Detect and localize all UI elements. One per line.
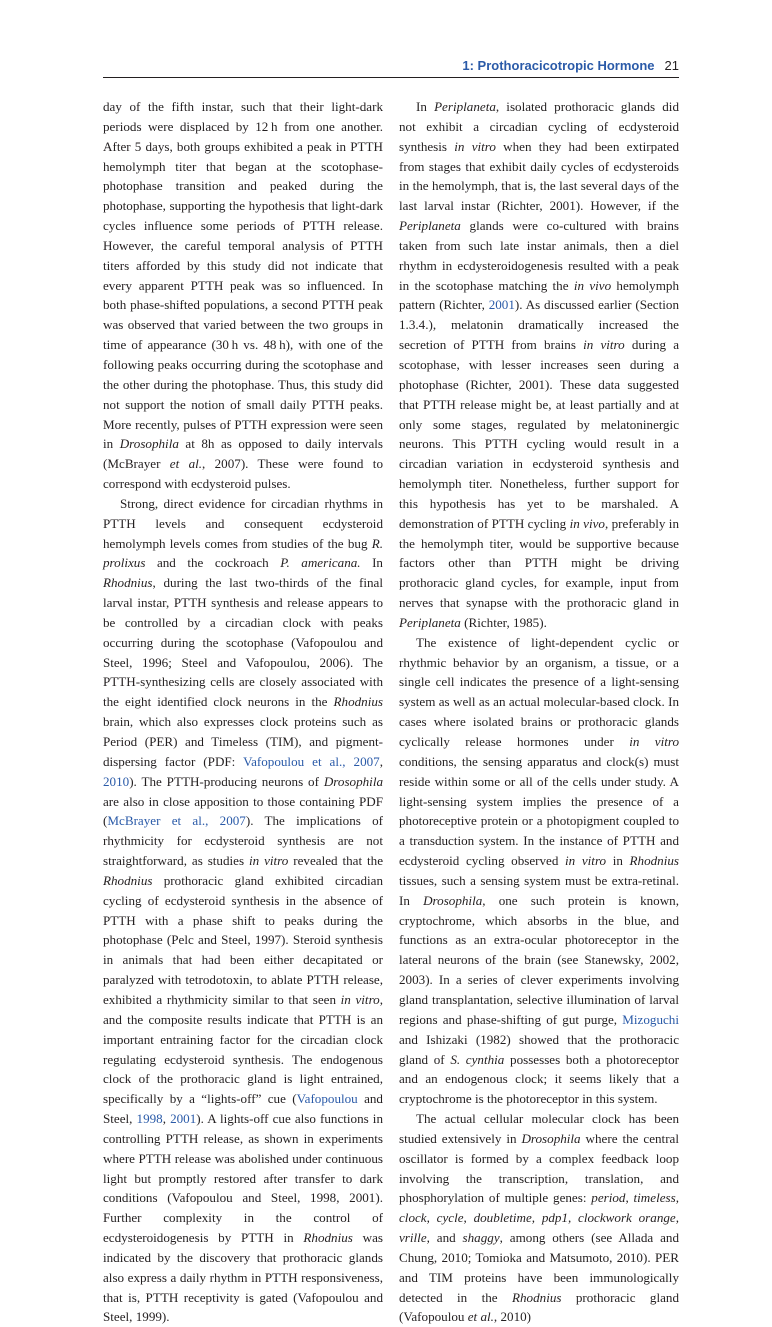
text-run: ). The PTTH-producing neurons of xyxy=(129,773,324,789)
italic-run: shaggy xyxy=(462,1230,500,1246)
text-run: at 8h as opposed to daily intervals (McBrayer xyxy=(103,436,383,472)
text-run: , preferably in the hemolymph titer, would be supportive because factors other than PTTH might be driving prothoracic gland cycles, for example, input from nerves that synapse with the prothoracic gland in xyxy=(399,515,679,611)
italic-run: et al. xyxy=(169,456,203,472)
chapter-title: 1: Prothoracicotropic Hormone xyxy=(462,58,655,73)
text-run: glands were co-cultured with brains taken from such late instar animals, then a diel rhythm in ecdysteroidogenesis resulted with a peak in the scotophase matching the xyxy=(399,218,679,293)
text-run: , 2010) xyxy=(493,1309,532,1325)
text-run: ). As discussed earlier (Section 1.3.4.), melatonin dramatically increased the secretion of PTTH from brains xyxy=(399,297,679,353)
italic-run: R. prolixus xyxy=(103,535,383,571)
italic-run: Drosophila xyxy=(423,892,483,908)
italic-run: in vitro xyxy=(248,853,289,869)
italic-run: et al. xyxy=(467,1309,494,1325)
citation-link[interactable]: 1998 xyxy=(136,1111,163,1127)
citation-link[interactable]: Vafopoulou et al., 2007 xyxy=(243,753,380,769)
text-run: during a scotophase, with lesser increases seen during a photophase (Richter, 2001). These data suggested that PTTH release might be, at least partially and at only some stages, regulated by melatoninergic neurons. This PTTH cycling would result in a circadian variation in ecdysteroid synthesis and hemolymph titer. Nonetheless, further support for this hypothesis has yet to be marshaled. A demonstration of PTTH cycling xyxy=(399,337,680,531)
text-run: possesses both a photoreceptor and an endogenous clock; it seems likely that a cryptochrome is the photoreceptor in this system. xyxy=(399,1051,680,1107)
citation-link[interactable]: 2010 xyxy=(103,773,130,789)
text-run: tissues, such a sensing system must be extra-retinal. In xyxy=(399,872,679,908)
text-run: was indicated by the discovery that prothoracic glands also express a daily rhythm in PTTH responsiveness, that is, PTTH receptivity is gated (Vafopoulou and Steel, 1999). xyxy=(103,1230,383,1325)
italic-run: Rhodnius xyxy=(333,694,383,710)
text-run: The actual cellular molecular clock has been studied extensively in xyxy=(399,1111,679,1146)
italic-run: Drosophila xyxy=(119,436,179,452)
italic-run: in vitro xyxy=(629,734,680,749)
text-run: ). A lights-off cue also functions in controlling PTTH release, as shown in experiments where PTTH release was abolished under continuous light but promptly restored after transfer to dark conditions (Vafopoulou and Steel, 1998, 2001). Further complexity in the control of ecdysteroidogenesis by PTTH in xyxy=(103,1111,383,1246)
text-run: , during the last two-thirds of the final larval instar, PTTH synthesis and release appears to be controlled by a circadian clock with peaks occurring during the scotophase (Vafopoulou and Steel, 1996; Steel and Vafopoulou, 2006). The PTTH-synthesizing cells are closely associated with the eight identified clock neurons in the xyxy=(103,575,383,710)
italic-run: Periplaneta xyxy=(434,99,496,114)
paragraph xyxy=(103,494,383,1327)
paragraph xyxy=(399,633,679,1109)
italic-run: P. americana. xyxy=(280,555,361,571)
text-run: day of the fifth instar, such that their light-dark periods were displaced by 12 h from one another. After 5 days, both groups exhibited a peak in PTTH hemolymph titer that began at the scotophase-photophase transition and peaked during the photophase, supporting the hypothesis that light-dark cycles influence some periods of PTTH release. However, the careful temporal analysis of PTTH titers afforded by this study did not indicate that every apparent PTTH peak was so influenced. In both phase-shifted populations, a second PTTH peak was observed that varied between the two groups in time of appearance (30 h vs. 48 h), with one of the following peaks occurring during the scotophase and the other during the photophase. Thus, this study did not support the notion of small daily PTTH peaks. More recently, pulses of PTTH expression were seen in xyxy=(103,99,383,452)
citation-link[interactable]: 2001 xyxy=(488,297,515,313)
paragraph xyxy=(399,1109,679,1327)
left-column xyxy=(103,97,383,1327)
citation-link[interactable]: McBrayer et al., 2007 xyxy=(107,813,246,829)
text-run: when they had been extirpated from stages that exhibit daily cycles of ecdysteroids in the hemolymph, that is, the last several days of the last larval instar (Richter, 2001). However, if the xyxy=(399,138,680,214)
text-run: hemolymph pattern (Richter, xyxy=(399,277,679,313)
italic-run: period, timeless, clock, cycle, doubletime, pdp1, clockwork orange, vrille, xyxy=(399,1190,679,1246)
text-run: and Steel, xyxy=(103,1091,383,1127)
italic-run: Rhodnius xyxy=(303,1230,353,1246)
italic-run: Rhodnius xyxy=(512,1289,562,1305)
text-run: , isolated prothoracic glands did not exhibit a circadian cycling of ecdysteroid synthesis xyxy=(399,99,679,154)
italic-run: Rhodnius xyxy=(629,853,680,869)
text-run: In xyxy=(416,99,435,114)
italic-run: in vivo xyxy=(569,515,605,531)
text-run: , xyxy=(162,1111,171,1127)
text-run: are also in close apposition to those containing PDF ( xyxy=(103,793,383,829)
text-run: , one such protein is known, cryptochrome, which absorbs in the blue, and functions as an extra-ocular photoreceptor in the lateral neurons of the brain (see Stanewsky, 2002, 2003). In a series of clever experiments involving gland transplantation, selective illumination of larval regions and phase-shifting of gut purge, xyxy=(399,892,679,1027)
paragraph xyxy=(399,97,679,633)
text-run: revealed that the xyxy=(288,853,384,869)
text-run: in xyxy=(606,853,630,869)
text-run: and the cockroach xyxy=(145,555,281,571)
italic-run: in vitro xyxy=(340,991,380,1007)
text-run: brain, which also expresses clock proteins such as Period (PER) and Timeless (TIM), and pigment-dispersing factor (PDF: xyxy=(103,714,383,769)
italic-run: in vivo xyxy=(573,277,612,293)
text-run: and Ishizaki (1982) showed that the prothoracic gland of xyxy=(399,1031,679,1067)
text-run: Strong, direct evidence for circadian rhythms in PTTH levels and consequent ecdysteroid hemolymph levels comes from studies of the bug xyxy=(103,495,383,551)
italic-run: Periplaneta xyxy=(399,218,461,234)
text-run: (Richter, 1985). xyxy=(460,614,547,630)
italic-run: in vitro xyxy=(565,853,607,869)
text-run: conditions, the sensing apparatus and clock(s) must reside within some or all of the cells under study. A light-sensing system implies the presence of a photoreceptive protein or a photopigment coupled to a transduction system. In the instance of PTTH and ecdysteroid cycling observed xyxy=(399,753,679,869)
citation-link[interactable]: Mizoguchi xyxy=(622,1011,679,1027)
italic-run: Drosophila xyxy=(323,773,383,789)
italic-run: in vitro xyxy=(454,138,496,154)
text-run: The existence of light-dependent cyclic or rhythmic behavior by an organism, a tissue, or a single cell indicates the presence of a light-sensing system as well as an actual molecular-based clock. In cases where isolated brains or prothoracic glands cyclically release hormones under xyxy=(399,634,679,749)
text-run: prothoracic gland (Vafopoulou xyxy=(399,1289,679,1325)
right-column xyxy=(399,97,679,1327)
italic-run: Drosophila xyxy=(521,1130,581,1146)
citation-link[interactable]: 2001 xyxy=(170,1111,197,1127)
text-run: , xyxy=(379,753,383,769)
italic-run: Rhodnius xyxy=(103,872,153,888)
text-run: ). The implications of rhythmicity for ecdysteroid synthesis are not straightforward, as studies xyxy=(103,813,383,869)
text-run: , 2007). These were found to correspond with ecdysteroid pulses. xyxy=(103,456,383,492)
text-run: In xyxy=(360,555,383,571)
italic-run: Rhodnius xyxy=(103,575,153,591)
running-header xyxy=(0,58,679,74)
page-number: 21 xyxy=(664,58,679,73)
text-run: , and the composite results indicate that PTTH is an important entraining factor for the circadian clock regulating ecdysteroid synthesis. The endogenous clock of the prothoracic gland is light entrained, specifically by a “lights-off” cue ( xyxy=(103,991,384,1107)
header-rule xyxy=(103,77,679,78)
citation-link[interactable]: Vafopoulou xyxy=(296,1091,358,1107)
text-run: where the central oscillator is formed by a complex feedback loop involving the transcription, translation, and phosphorylation of multiple genes: xyxy=(399,1130,679,1206)
italic-run: Periplaneta xyxy=(399,614,461,630)
paragraph xyxy=(103,97,383,494)
text-run: and xyxy=(429,1230,463,1246)
italic-run: S. cynthia xyxy=(450,1051,505,1067)
italic-run: in vitro xyxy=(583,337,625,353)
text-run: , among others (see Allada and Chung, 2010; Tomioka and Matsumoto, 2010). PER and TIM proteins have been immunologically detected in the xyxy=(399,1230,679,1305)
text-run: prothoracic gland exhibited circadian cycling of ecdysteroid synthesis in the absence of PTTH with a phase shift to peaks during the photophase (Pelc and Steel, 1997). Steroid synthesis in animals that had been either decapitated or paralyzed with tetrodotoxin, to ablate PTTH release, exhibited a rhythmicity similar to that seen xyxy=(103,872,383,1007)
